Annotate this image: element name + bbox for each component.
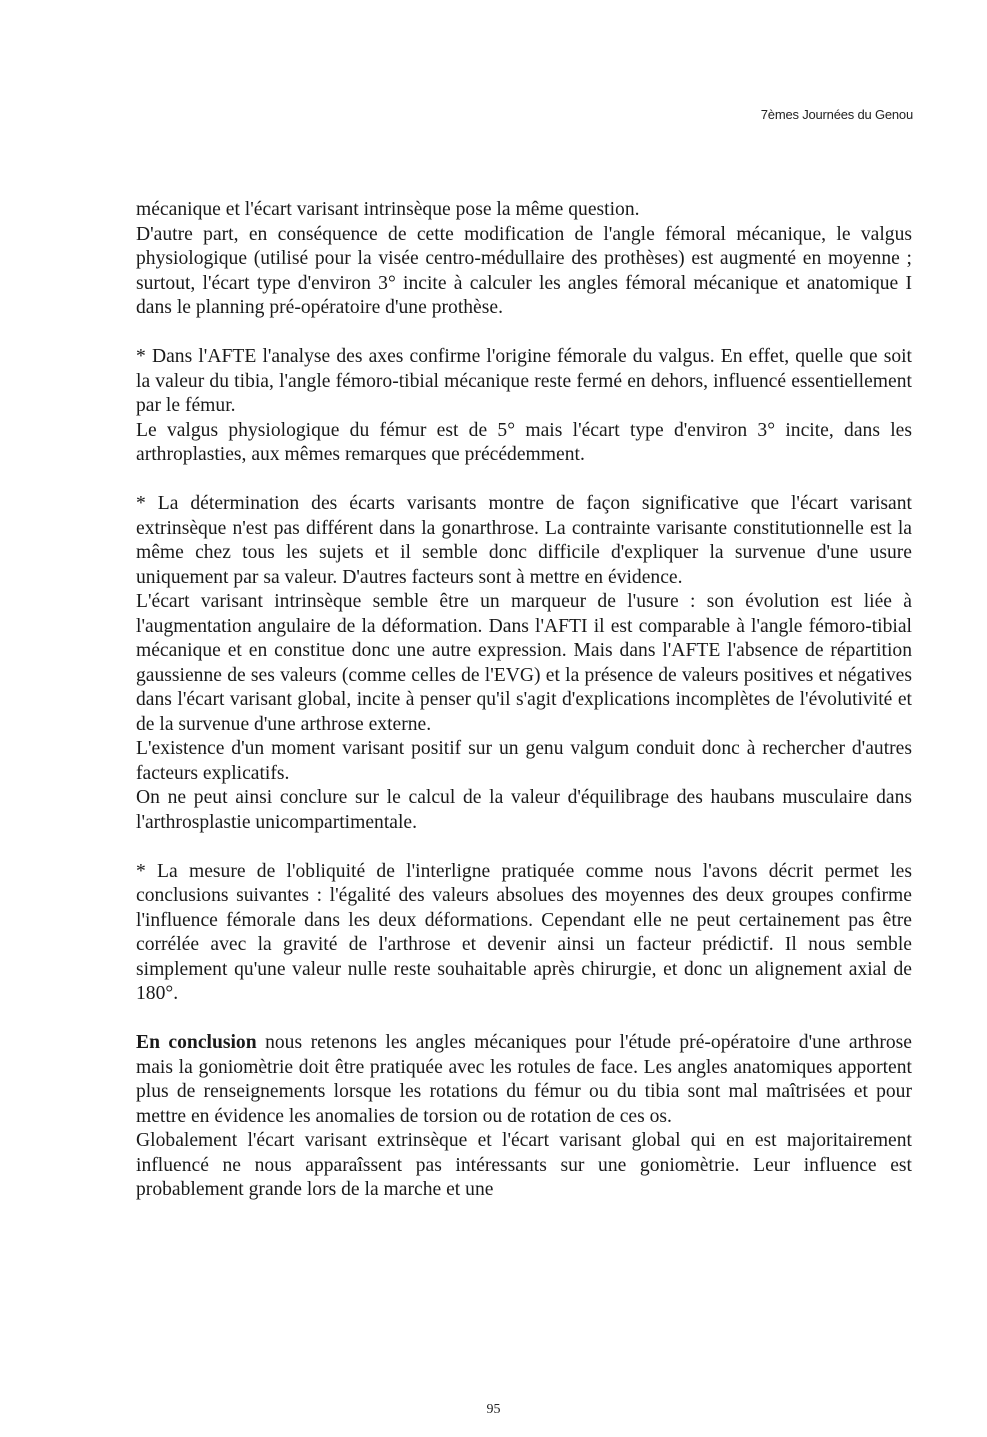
running-header: 7èmes Journées du Genou xyxy=(760,107,913,122)
body-text xyxy=(136,198,912,1203)
paragraph: Le valgus physiologique du fémur est de 5° mais l'écart type d'environ 3° incite, dans les arthroplasties, aux mêmes remarques que précédemment. xyxy=(136,419,912,465)
paragraph: L'existence d'un moment varisant positif sur un genu valgum conduit donc à rechercher d'autres facteurs explicatifs. xyxy=(136,738,912,784)
paragraph: * La détermination des écarts varisants montre de façon significative que l'écart varisant extrinsèque n'est pas différent dans la gonarthrose. La contrainte varisante constitutionnelle est la même chez tous les sujets et il semble donc difficile d'expliquer la survenue d'une usure uniquement par sa valeur. D'autres facteurs sont à mettre en évidence. xyxy=(136,493,912,588)
section-intro xyxy=(136,198,912,321)
paragraph xyxy=(136,1031,912,1129)
page-number: 95 xyxy=(486,1402,501,1417)
section-obliquite-interligne xyxy=(136,860,912,1007)
paragraph: * La mesure de l'obliquité de l'interligne pratiquée comme nous l'avons décrit permet les conclusions suivantes : l'égalité des valeurs absolues des moyennes des deux groupes confirme l'influence fémorale dans les deux déformations. Cependant elle ne peut certainement pas être corrélée avec la gravité de l'arthrose et devenir ainsi un facteur prédictif. Il nous semble simplement qu'une valeur nulle reste souhaitable après chirurgie, et donc un alignement axial de 180°. xyxy=(136,860,912,1004)
paragraph: L'écart varisant intrinsèque semble être un marqueur de l'usure : son évolution est liée à l'augmentation angulaire de la déformation. Dans l'AFTI il est comparable à l'angle fémoro-tibial mécanique et en constitue donc une autre expression. Mais dans l'AFTE l'absence de répartition gaussienne de ses valeurs (comme celles de l'EVG) et la présence de valeurs positives et négatives dans l'écart varisant global, incite à penser qu'il s'agit d'explications incomplètes de l'évolutivité et de la survenue d'une arthrose externe. xyxy=(136,591,912,735)
conclusion-lead: En conclusion xyxy=(136,1032,257,1053)
section-conclusion xyxy=(136,1031,912,1203)
section-afte-axes xyxy=(136,345,912,468)
paragraph: On ne peut ainsi conclure sur le calcul de la valeur d'équilibrage des haubans musculaire dans l'arthrosplastie unicompartimentale. xyxy=(136,787,912,833)
paragraph: * Dans l'AFTE l'analyse des axes confirme l'origine fémorale du valgus. En effet, quelle que soit la valeur du tibia, l'angle fémoro-tibial mécanique reste fermé en dehors, influencé essentiellement par le fémur. xyxy=(136,346,912,416)
paragraph: D'autre part, en conséquence de cette modification de l'angle fémoral mécanique, le valgus physiologique (utilisé pour la visée centro-médullaire des prothèses) est augmenté en moyenne ; surtout, l'écart type d'environ 3° incite à calculer les angles fémoral mécanique et anatomique I dans le planning pré-opératoire d'une prothèse. xyxy=(136,223,912,318)
paragraph: mécanique et l'écart varisant intrinsèque pose la même question. xyxy=(136,199,640,220)
section-ecarts-varisants xyxy=(136,492,912,835)
paragraph: Globalement l'écart varisant extrinsèque et l'écart varisant global qui en est majoritairement influencé ne nous apparaîssent pas intéressants sur une goniomètrie. Leur influence est probablement grande lors de la marche et une xyxy=(136,1130,912,1200)
conclusion-text: nous retenons les angles mécaniques pour l'étude pré-opératoire d'une arthrose mais la goniomètrie doit être pratiquée avec les rotules de face. Les angles anatomiques apportent plus de renseignements lorsque les rotations du fémur ou du tibia sont mal maîtrisées et pour mettre en évidence les anomalies de torsion ou de rotation de ces os. xyxy=(136,1032,912,1127)
